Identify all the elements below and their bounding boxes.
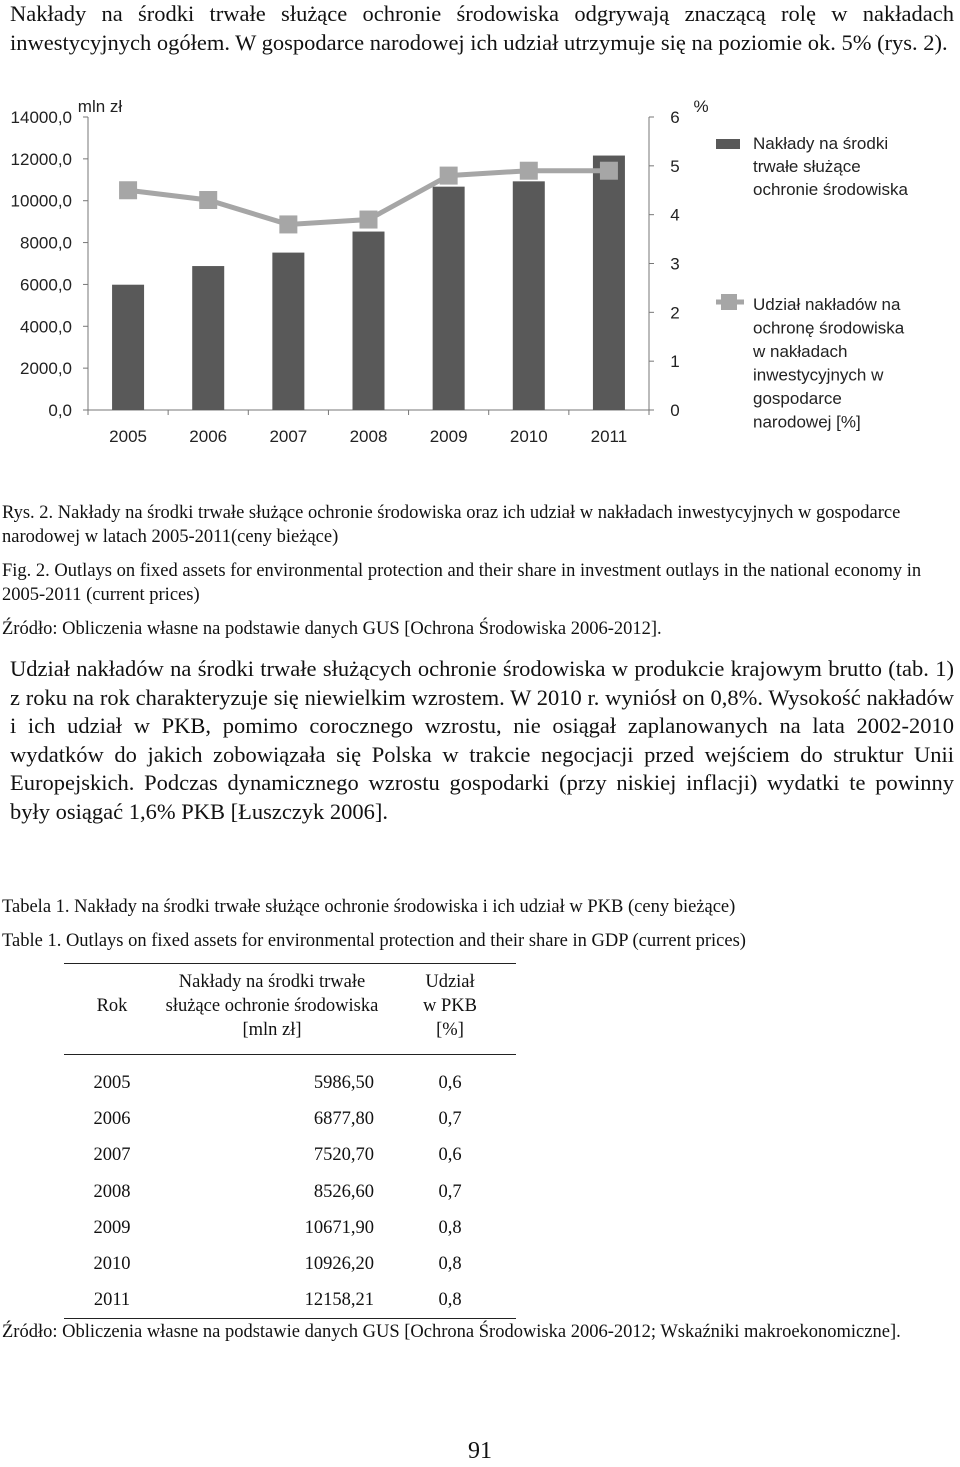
bar-2009	[433, 187, 465, 410]
header-share-line: Udział	[425, 972, 475, 992]
legend-label-share: inwestycyjnych w	[753, 365, 884, 385]
header-outlays-line: [mln zł]	[242, 1020, 302, 1040]
data-table	[64, 963, 516, 1319]
legend-label-share: w nakładach	[753, 342, 848, 361]
figure-caption-pl: Rys. 2. Nakłady na środki trwałe służące ochronie środowiska oraz ich udział w nakładach inwestycyjnych w gospodarce narodowej w latach 2005-2011(ceny bieżące)	[2, 503, 901, 547]
left-tick-label: 8000,0	[20, 233, 72, 253]
left-tick-label: 2000,0	[20, 359, 72, 379]
cell-year: 2006	[93, 1109, 131, 1130]
table-source: Źródło: Obliczenia własne na podstawie danych GUS [Ochrona Środowiska 2006-2012; Wskaźniki makroekonomiczne].	[2, 1322, 901, 1342]
left-tick-label: 0,0	[48, 401, 72, 420]
header-outlays	[160, 964, 384, 1055]
cell-share: 0,7	[438, 1109, 462, 1130]
table-caption-en: Table 1. Outlays on fixed assets for environmental protection and their share in GDP (current prices)	[2, 931, 746, 951]
legend-label-share: gospodarce	[753, 389, 842, 408]
table-row	[64, 1210, 516, 1246]
x-tick-label: 2009	[429, 427, 468, 446]
share-point-2009	[440, 167, 458, 185]
legend-label-outlays: trwałe służące	[753, 157, 861, 176]
cell-share: 0,6	[438, 1073, 462, 1094]
legend-label-outlays: ochronie środowiska	[753, 180, 908, 199]
right-axis-unit: %	[693, 97, 709, 116]
share-point-2010	[520, 162, 538, 180]
figure-chart	[0, 92, 960, 462]
right-tick-label: 2	[670, 303, 680, 323]
header-year: Rok	[64, 964, 160, 1055]
left-tick-label: 6000,0	[20, 275, 72, 295]
share-point-2005	[119, 181, 137, 199]
legend-label-share: narodowej [%]	[753, 412, 861, 432]
legend-label-share: ochronę środowiska	[753, 318, 905, 338]
bar-2008	[353, 232, 385, 410]
x-tick-label: 2010	[509, 427, 548, 446]
header-outlays-line: służące ochronie środowiska	[165, 996, 379, 1016]
cell-share: 0,8	[438, 1254, 462, 1275]
header-share-line: w PKB	[423, 996, 477, 1016]
table-caption-pl: Tabela 1. Nakłady na środki trwałe służące ochronie środowiska i ich udział w PKB (ceny bieżące)	[2, 897, 736, 917]
right-tick-label: 5	[670, 156, 680, 176]
x-tick-label: 2007	[269, 427, 308, 446]
table-header-row	[64, 964, 516, 1055]
cell-year: 2011	[64, 1282, 160, 1319]
bar-2006	[192, 266, 224, 410]
table-row	[64, 1246, 516, 1282]
x-tick-label: 2005	[109, 427, 147, 446]
body-paragraph: Udział nakładów na środki trwałe służących ochronie środowiska w produkcie krajowym brutto (tab. 1) z roku na rok charakteryzuje się niewielkim wzrostem. W 2010 r. wyniósł on 0,8%. Wysokość nakładów i ich udział w PKB, pomimo corocznego wzrostu, nie osiągał zaplanowanych na lata 2002-2010 wydatków do jakich zobowiązała się Polska w trakcie negocjacji przed wejściem do struktur Unii Europejskich. Podczas dynamicznego wzrostu gospodarki (przy niskiej inflacji) wydatki te powinny były osiągać 1,6% PKB [Łuszczyk 2006].	[10, 656, 954, 824]
legend-swatch-outlays	[716, 139, 740, 149]
cell-year: 2007	[93, 1145, 131, 1166]
cell-share: 0,8	[384, 1282, 516, 1319]
share-point-2006	[199, 191, 217, 209]
cell-share: 0,8	[438, 1217, 462, 1238]
figure-source: Źródło: Obliczenia własne na podstawie danych GUS [Ochrona Środowiska 2006-2012].	[2, 619, 662, 639]
right-tick-label: 6	[670, 108, 680, 127]
left-tick-label: 4000,0	[20, 317, 72, 337]
cell-outlays: 7520,70	[313, 1145, 374, 1166]
cell-outlays: 5986,50	[313, 1073, 374, 1094]
cell-year: 2010	[93, 1254, 131, 1275]
left-tick-label: 12000,0	[10, 149, 72, 169]
bar-2011	[593, 156, 625, 410]
right-tick-label: 4	[670, 205, 680, 225]
cell-share: 0,6	[438, 1145, 462, 1166]
bar-2007	[272, 253, 304, 410]
share-point-2007	[279, 215, 297, 233]
page-number: 91	[468, 1438, 492, 1464]
x-tick-label: 2008	[349, 427, 388, 446]
left-tick-label: 10000,0	[10, 191, 72, 211]
cell-outlays: 8526,60	[313, 1181, 374, 1202]
cell-outlays: 6877,80	[313, 1109, 374, 1130]
cell-year: 2005	[93, 1073, 131, 1094]
table-row	[64, 1101, 516, 1137]
cell-outlays: 10926,20	[304, 1254, 374, 1275]
header-share	[384, 964, 516, 1055]
header-share-line: [%]	[436, 1020, 464, 1040]
figure-caption-en: Fig. 2. Outlays on fixed assets for environmental protection and their share in investment outlays in the national economy in 2005-2011 (current prices)	[2, 561, 922, 605]
table-row	[64, 1282, 516, 1319]
right-tick-label: 0	[670, 401, 680, 420]
right-tick-label: 1	[670, 352, 680, 372]
table-row	[64, 1065, 516, 1101]
x-tick-label: 2011	[590, 427, 628, 446]
cell-outlays: 12158,21	[160, 1282, 384, 1319]
cell-outlays: 10671,90	[304, 1217, 374, 1238]
table-row	[64, 1137, 516, 1173]
x-tick-label: 2006	[189, 427, 228, 446]
left-axis-unit: mln zł	[77, 97, 123, 116]
cell-year: 2009	[93, 1217, 131, 1238]
cell-year: 2008	[93, 1181, 131, 1202]
cell-share: 0,7	[438, 1181, 462, 1202]
bar-2005	[112, 285, 144, 410]
header-outlays-line: Nakłady na środki trwałe	[178, 972, 366, 992]
legend-label-outlays: Nakłady na środki	[753, 134, 889, 153]
legend-swatch-share-marker	[721, 294, 737, 310]
table-row	[64, 1174, 516, 1210]
share-point-2011	[600, 162, 618, 180]
left-tick-label: 14000,0	[10, 108, 72, 127]
bar-2010	[513, 181, 545, 410]
intro-paragraph: Nakłady na środki trwałe służące ochronie środowiska odgrywają znaczącą rolę w nakładach inwestycyjnych ogółem. W gospodarce narodowej ich udział utrzymuje się na poziomie ok. 5% (rys. 2).	[10, 1, 954, 55]
share-point-2008	[360, 211, 378, 229]
right-tick-label: 3	[670, 254, 680, 274]
legend-label-share: Udział nakładów na	[753, 295, 901, 314]
